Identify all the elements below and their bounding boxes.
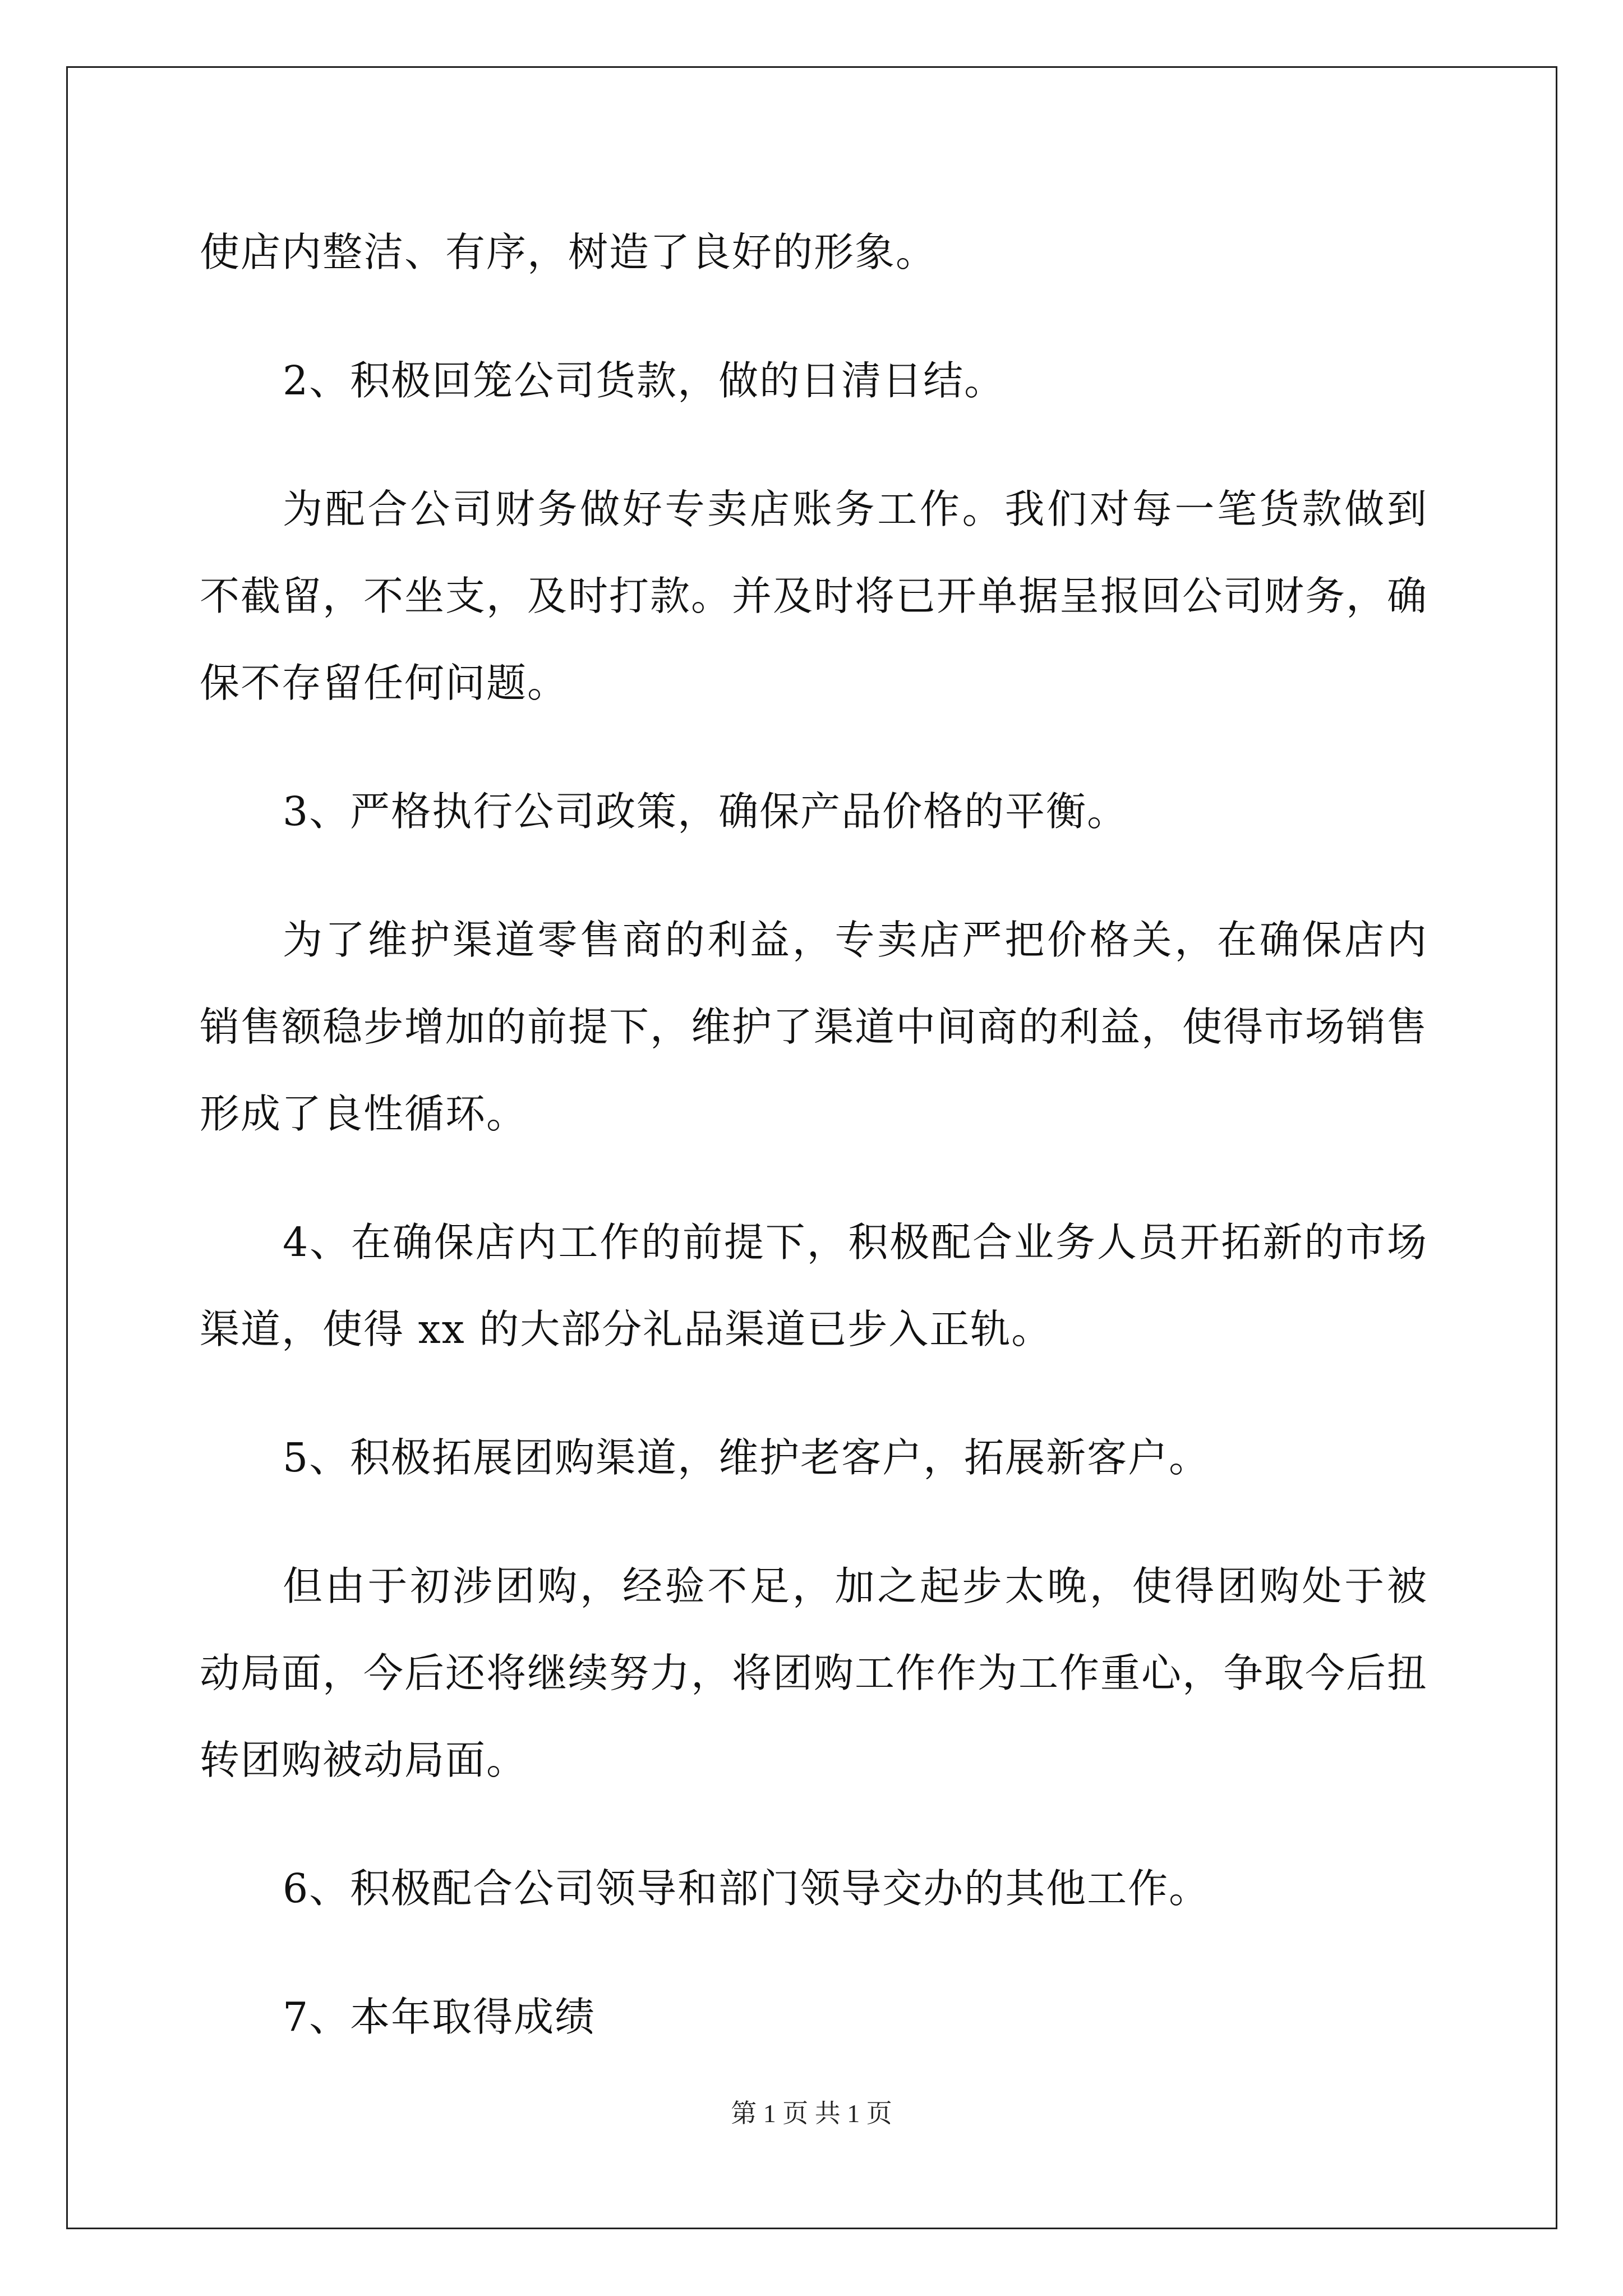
page-number-footer: 第 1 页 共 1 页	[731, 2099, 892, 2128]
document-body	[200, 209, 1428, 2060]
paragraph-8: 但由于初涉团购，经验不足，加之起步太晚，使得团购处于被动局面，今后还将继续努力，将团购工作作为工作重心，争取今后扭转团购被动局面。	[200, 1563, 1428, 1783]
paragraph-5: 为了维护渠道零售商的利益，专卖店严把价格关，在确保店内销售额稳步增加的前提下，维护了渠道中间商的利益，使得市场销售形成了良性循环。	[200, 917, 1428, 1137]
paragraph-9: 6、积极配合公司领导和部门领导交办的其他工作。	[283, 1865, 1210, 1912]
paragraph-1: 使店内整洁、有序，树造了良好的形象。	[200, 229, 937, 275]
paragraph-4: 3、严格执行公司政策，确保产品价格的平衡。	[283, 788, 1128, 835]
paragraph-10: 7、本年取得成绩	[283, 1994, 596, 2040]
paragraph-7: 5、积极拓展团购渠道，维护老客户，拓展新客户。	[283, 1434, 1210, 1481]
paragraph-2: 2、积极回笼公司货款，做的日清日结。	[283, 357, 1006, 404]
paragraph-3: 为配合公司财务做好专卖店账务工作。我们对每一笔货款做到不截留，不坐支，及时打款。并及时将已开单据呈报回公司财务，确保不存留任何问题。	[200, 486, 1428, 706]
paragraph-6: 4、在确保店内工作的前提下，积极配合业务人员开拓新的市场渠道，使得 xx 的大部分礼品渠道已步入正轨。	[200, 1219, 1428, 1352]
